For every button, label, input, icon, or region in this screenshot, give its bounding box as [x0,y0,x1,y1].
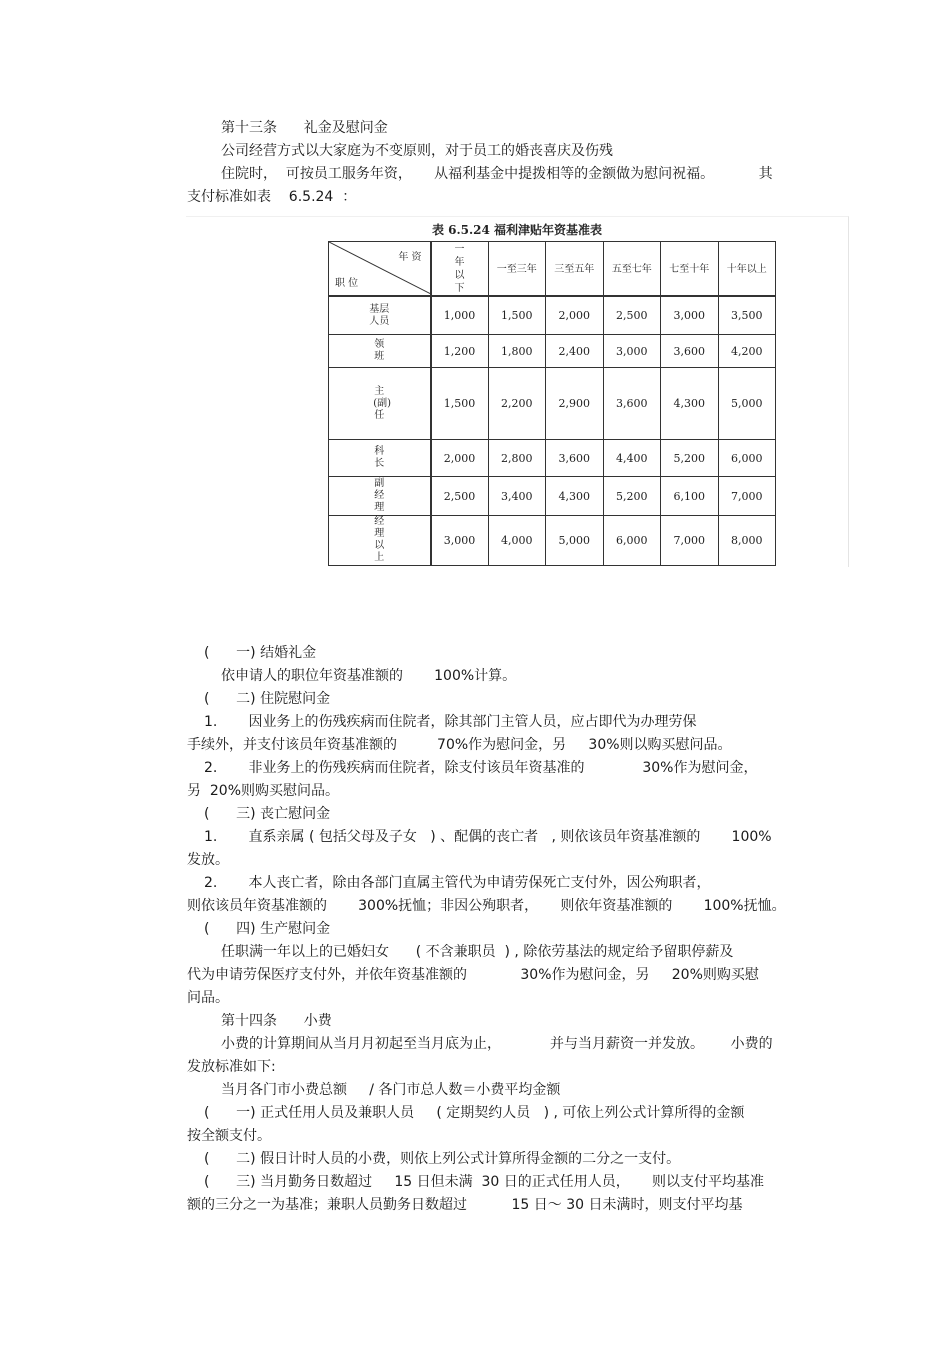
column-header: 十年以上 [718,242,776,297]
table-row [329,335,776,368]
corner-label-position: 职 位 [335,278,359,290]
paragraph-line: 按全额支付。 [187,1128,271,1144]
table-cell: 3,000 [431,515,489,565]
table-row [329,440,776,477]
table-cell: 4,300 [546,477,604,516]
table-cell: 2,400 [546,335,604,368]
table-cell: 1,200 [431,335,489,368]
paragraph-line: 则依该员年资基准额的 300%抚恤；非因公殉职者， 则依年资基准额的 100%抚恤。 [187,898,786,914]
table-cell: 4,300 [661,368,719,440]
table-cell: 2,500 [603,296,661,335]
column-header: 五至七年 [603,242,661,297]
table-row [329,368,776,440]
table-cell: 4,000 [488,515,546,565]
paragraph-line: 另 20%则购买慰问品。 [187,783,340,799]
table-figure [186,216,849,567]
table-row [329,477,776,516]
paragraph-line: 发放。 [187,852,229,868]
corner-label-seniority: 年 资 [398,252,422,263]
table-cell: 3,600 [546,440,604,477]
article-13-heading: 第十三条 礼金及慰问金 [221,120,388,136]
paragraph-line: 支付标准如表 6.5.24 ： [187,189,357,205]
table-cell: 2,000 [431,440,489,477]
table-cell: 2,200 [488,368,546,440]
paragraph-line: 发放标准如下: [187,1059,276,1075]
table-cell: 3,500 [718,296,776,335]
paragraph-line: ( 二) 假日计时人员的小费，则依上列公式计算所得金额的二分之一支付。 [204,1151,681,1167]
table-cell: 3,600 [603,368,661,440]
welfare-table [328,241,776,566]
table-cell: 3,000 [661,296,719,335]
paragraph-line: ( 三) 当月勤务日数超过 15 日但未满 30 日的正式任用人员， 则以支付平均基准 [204,1174,765,1190]
table-cell: 4,200 [718,335,776,368]
table-cell: 6,100 [661,477,719,516]
paragraph-line: 1. 直系亲属 ( 包括父母及子女 ) 、配偶的丧亡者 , 则依该员年资基准额的 100% [204,829,772,845]
table-cell: 5,000 [546,515,604,565]
table-cell: 3,400 [488,477,546,516]
table-title: 表 6.5.24 福利津贴年资基准表 [431,223,603,237]
formula-line: 当月各门市小费总额 / 各门市总人数＝小费平均金额 [221,1082,561,1098]
table-cell: 7,000 [718,477,776,516]
section-heading: ( 三) 丧亡慰问金 [204,806,331,822]
paragraph-line: 1. 因业务上的伤残疾病而住院者，除其部门主管人员，应占即代为办理劳保 [204,714,697,730]
table-cell: 2,800 [488,440,546,477]
article-14-heading: 第十四条 小费 [221,1013,332,1029]
table-cell: 2,500 [431,477,489,516]
paragraph-line: ( 一) 正式任用人员及兼职人员 ( 定期契约人员 ) , 可依上列公式计算所得的金额 [204,1105,745,1121]
table-cell: 5,200 [661,440,719,477]
paragraph-line: 公司经营方式以大家庭为不变原则，对于员工的婚丧喜庆及伤残 [221,143,613,159]
column-header: 一年以下 [431,242,489,297]
paragraph-line: 问品。 [187,990,229,1006]
paragraph-line: 2. 本人丧亡者，除由各部门直属主管代为申请劳保死亡支付外，因公殉职者， [204,875,711,891]
table-cell: 7,000 [661,515,719,565]
table-cell: 1,800 [488,335,546,368]
table-cell: 1,000 [431,296,489,335]
row-header: 科长 [329,440,431,477]
table-cell: 8,000 [718,515,776,565]
table-cell: 4,400 [603,440,661,477]
table-cell: 6,000 [718,440,776,477]
paragraph-line: 手续外，并支付该员年资基准额的 70%作为慰问金，另 30%则以购买慰问品。 [187,737,732,753]
table-cell: 1,500 [431,368,489,440]
row-header: 基层人员 [329,296,431,335]
paragraph-line: 依申请人的职位年资基准额的 100%计算。 [221,668,517,684]
column-header: 一至三年 [488,242,546,297]
row-header: 副经理 [329,477,431,516]
table-cell: 5,000 [718,368,776,440]
column-header: 七至十年 [661,242,719,297]
paragraph-line: 任职满一年以上的已婚妇女 ( 不含兼职员 ) , 除依劳基法的规定给予留职停薪及 [221,944,734,960]
paragraph-line: 2. 非业务上的伤残疾病而住院者，除支付该员年资基准的 30%作为慰问金， [204,760,758,776]
table-cell: 2,000 [546,296,604,335]
table-header-row [329,242,776,297]
column-header: 三至五年 [546,242,604,297]
diagonal-header-cell [329,242,431,297]
table-cell: 2,900 [546,368,604,440]
table-cell: 1,500 [488,296,546,335]
paragraph-line: 住院时， 可按员工服务年资， 从福利基金中提拨相等的金额做为慰问祝福。 其 [221,166,773,182]
table-cell: 5,200 [603,477,661,516]
table-row [329,515,776,565]
table-row [329,296,776,335]
paragraph-line: 额的三分之一为基准；兼职人员勤务日数超过 15 日～ 30 日未满时，则支付平均基 [187,1197,743,1213]
paragraph-line: 小费的计算期间从当月月初起至当月底为止， 并与当月薪资一并发放。 小费的 [221,1036,773,1052]
paragraph-line: 代为申请劳保医疗支付外，并依年资基准额的 30%作为慰问金，另 20%则购买慰 [187,967,759,983]
section-heading: ( 一) 结婚礼金 [204,645,317,661]
section-heading: ( 四) 生产慰问金 [204,921,331,937]
row-header: 主(副)任 [329,368,431,440]
section-heading: ( 二) 住院慰问金 [204,691,331,707]
table-cell: 6,000 [603,515,661,565]
table-cell: 3,000 [603,335,661,368]
table-cell: 3,600 [661,335,719,368]
row-header: 领班 [329,335,431,368]
row-header: 经理以上 [329,515,431,565]
